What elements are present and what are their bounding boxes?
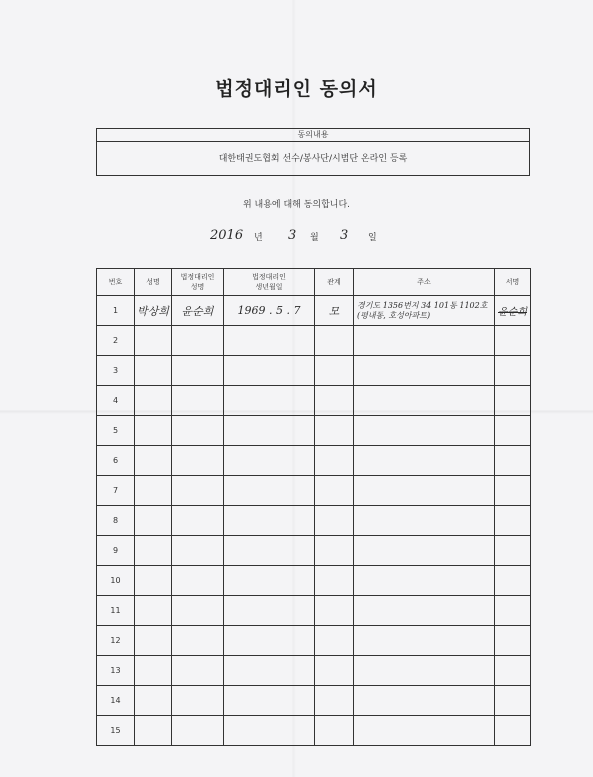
signature (495, 566, 531, 596)
guardian-name (172, 476, 224, 506)
address (354, 446, 495, 476)
student-name (135, 596, 172, 626)
address (354, 656, 495, 686)
guardian-name: 윤순희 (172, 296, 224, 326)
table-row (97, 446, 531, 476)
address (354, 356, 495, 386)
agreement-statement: 위 내용에 대해 동의합니다. (242, 200, 351, 210)
student-name (135, 476, 172, 506)
signature (495, 296, 531, 326)
row-number: 1 (97, 296, 135, 326)
guardian-birthdate (224, 536, 315, 566)
table-row (97, 416, 531, 446)
guardian-name (172, 386, 224, 416)
row-number: 4 (97, 386, 135, 416)
relation (315, 536, 354, 566)
row-number: 15 (97, 716, 135, 746)
signature (495, 476, 531, 506)
row-number: 8 (97, 506, 135, 536)
consent-box (96, 128, 530, 176)
table-row (97, 566, 531, 596)
guardian-birthdate (224, 326, 315, 356)
signature (495, 416, 531, 446)
guardian-name (172, 416, 224, 446)
relation (315, 716, 354, 746)
header-address: 주소 (354, 269, 495, 296)
student-name (135, 656, 172, 686)
student-name (135, 566, 172, 596)
guardian-birthdate (224, 446, 315, 476)
guardian-birthdate (224, 506, 315, 536)
relation (315, 416, 354, 446)
table-row (97, 356, 531, 386)
relation (315, 686, 354, 716)
table-row (97, 506, 531, 536)
address (354, 416, 495, 446)
row-number: 13 (97, 656, 135, 686)
address (354, 686, 495, 716)
guardian-birthdate (224, 656, 315, 686)
row-number: 7 (97, 476, 135, 506)
table-row (97, 686, 531, 716)
guardian-birthdate (224, 596, 315, 626)
guardian-name (172, 626, 224, 656)
row-number: 5 (97, 416, 135, 446)
student-name (135, 506, 172, 536)
table-row (97, 656, 531, 686)
header-relation: 관계 (315, 269, 354, 296)
signature (495, 326, 531, 356)
address (354, 536, 495, 566)
header-guardian-name: 법정대리인 성명 (172, 269, 224, 296)
address (354, 626, 495, 656)
header-number: 번호 (97, 269, 135, 296)
table-row (97, 386, 531, 416)
table-row (97, 716, 531, 746)
guardian-birthdate: 1969 . 5 . 7 (224, 296, 315, 326)
table-row (97, 296, 531, 326)
guardian-name (172, 566, 224, 596)
student-name (135, 536, 172, 566)
address (354, 506, 495, 536)
guardian-name (172, 536, 224, 566)
date-day-unit: 일 (368, 233, 377, 243)
relation: 모 (315, 296, 354, 326)
guardian-name (172, 716, 224, 746)
date-month: 3 (288, 228, 297, 243)
relation (315, 656, 354, 686)
signature (495, 656, 531, 686)
row-number: 3 (97, 356, 135, 386)
guardian-name (172, 446, 224, 476)
guardian-birthdate (224, 686, 315, 716)
date-year-unit: 년 (254, 233, 263, 243)
guardian-name (172, 656, 224, 686)
guardian-name (172, 356, 224, 386)
table-row (97, 476, 531, 506)
signature (495, 626, 531, 656)
guardian-birthdate (224, 386, 315, 416)
address (354, 476, 495, 506)
guardian-name (172, 506, 224, 536)
guardian-birthdate (224, 716, 315, 746)
address (354, 386, 495, 416)
row-number: 6 (97, 446, 135, 476)
table-header-row (97, 269, 531, 296)
address (354, 326, 495, 356)
address (354, 716, 495, 746)
registration-table (96, 268, 531, 746)
table-row (97, 326, 531, 356)
row-number: 2 (97, 326, 135, 356)
guardian-birthdate (224, 626, 315, 656)
relation (315, 446, 354, 476)
student-name (135, 626, 172, 656)
address (354, 596, 495, 626)
student-name (135, 356, 172, 386)
signature-mark: 윤순희 (498, 307, 527, 318)
guardian-name (172, 326, 224, 356)
student-name (135, 326, 172, 356)
document-title: 법정대리인 동의서 (215, 78, 378, 100)
date-month-unit: 월 (310, 233, 319, 243)
consent-header: 동의내용 (97, 129, 529, 142)
table-row (97, 626, 531, 656)
address (354, 566, 495, 596)
guardian-birthdate (224, 416, 315, 446)
header-guardian-birth: 법정대리인 생년월일 (224, 269, 315, 296)
student-name: 박상희 (135, 296, 172, 326)
student-name (135, 446, 172, 476)
table-row (97, 536, 531, 566)
row-number: 9 (97, 536, 135, 566)
row-number: 10 (97, 566, 135, 596)
row-number: 14 (97, 686, 135, 716)
student-name (135, 716, 172, 746)
guardian-birthdate (224, 356, 315, 386)
relation (315, 506, 354, 536)
header-name: 성명 (135, 269, 172, 296)
relation (315, 386, 354, 416)
table-row (97, 596, 531, 626)
row-number: 12 (97, 626, 135, 656)
header-signature: 서명 (495, 269, 531, 296)
guardian-name (172, 686, 224, 716)
relation (315, 476, 354, 506)
date-line (210, 228, 410, 246)
address: 경기도 1356번지 34 101동 1102호 (평내동, 호성아파트) (354, 296, 495, 326)
date-day: 3 (340, 228, 349, 243)
relation (315, 356, 354, 386)
student-name (135, 416, 172, 446)
relation (315, 596, 354, 626)
signature (495, 446, 531, 476)
consent-content: 대한태권도협회 선수/봉사단/시범단 온라인 등록 (218, 154, 408, 164)
guardian-birthdate (224, 566, 315, 596)
row-number: 11 (97, 596, 135, 626)
relation (315, 566, 354, 596)
relation (315, 626, 354, 656)
signature (495, 386, 531, 416)
guardian-name (172, 596, 224, 626)
student-name (135, 686, 172, 716)
signature (495, 536, 531, 566)
relation (315, 326, 354, 356)
signature (495, 596, 531, 626)
signature (495, 356, 531, 386)
guardian-birthdate (224, 476, 315, 506)
signature (495, 716, 531, 746)
signature (495, 686, 531, 716)
signature (495, 506, 531, 536)
date-year: 2016 (210, 228, 244, 243)
student-name (135, 386, 172, 416)
